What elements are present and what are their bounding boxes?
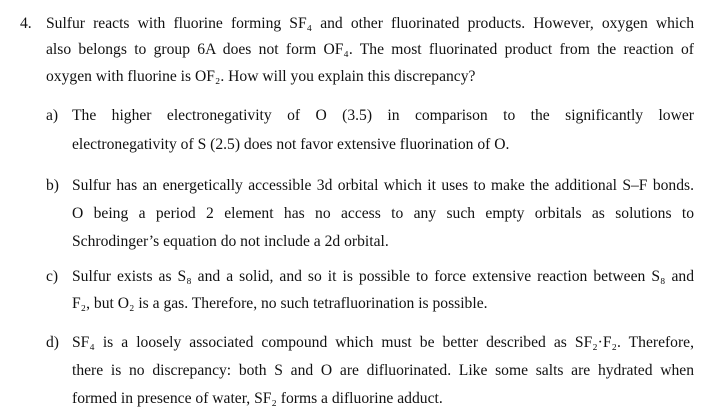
option-d-line-1: SF₄ is a loosely associated compound which must be better described as SF₂·F₂. Therefore, [72,334,694,351]
option-d-letter: d) [46,334,59,351]
option-c-letter: c) [46,268,59,285]
option-b-line-2: O being a period 2 element has no access to any such empty orbitals as solutions to [72,205,694,222]
option-c-line-2: F₂, but O₂ is a gas. Therefore, no such tetrafluorination is possible. [72,295,488,312]
question-line-3: oxygen with fluorine is OF₂. How will you explain this discrepancy? [46,68,476,85]
option-c-line-1: Sulfur exists as S₈ and a solid, and so it is possible to force extensive reaction between S₈ and [72,268,694,285]
option-a-line-1: The higher electronegativity of O (3.5) in comparison to the significantly lower [72,107,694,124]
question-number: 4. [20,15,32,32]
option-a-letter: a) [46,107,59,124]
option-d-line-2: there is no discrepancy: both S and O are difluorinated. Like some salts are hydrated when [72,362,694,379]
option-a-line-2: electronegativity of S (2.5) does not favor extensive fluorination of O. [72,136,510,153]
question-line-2: also belongs to group 6A does not form OF₄. The most fluorinated product from the reaction of [46,41,694,58]
option-b-line-3: Schrodinger’s equation do not include a 2d orbital. [72,233,389,250]
option-d-line-3: formed in presence of water, SF₂ forms a difluorine adduct. [72,390,443,407]
option-b-letter: b) [46,177,59,194]
question-line-1: Sulfur reacts with fluorine forming SF₄ and other fluorinated products. However, oxygen which [46,15,694,32]
option-b-line-1: Sulfur has an energetically accessible 3d orbital which it uses to make the additional S–F bonds. [72,177,694,194]
